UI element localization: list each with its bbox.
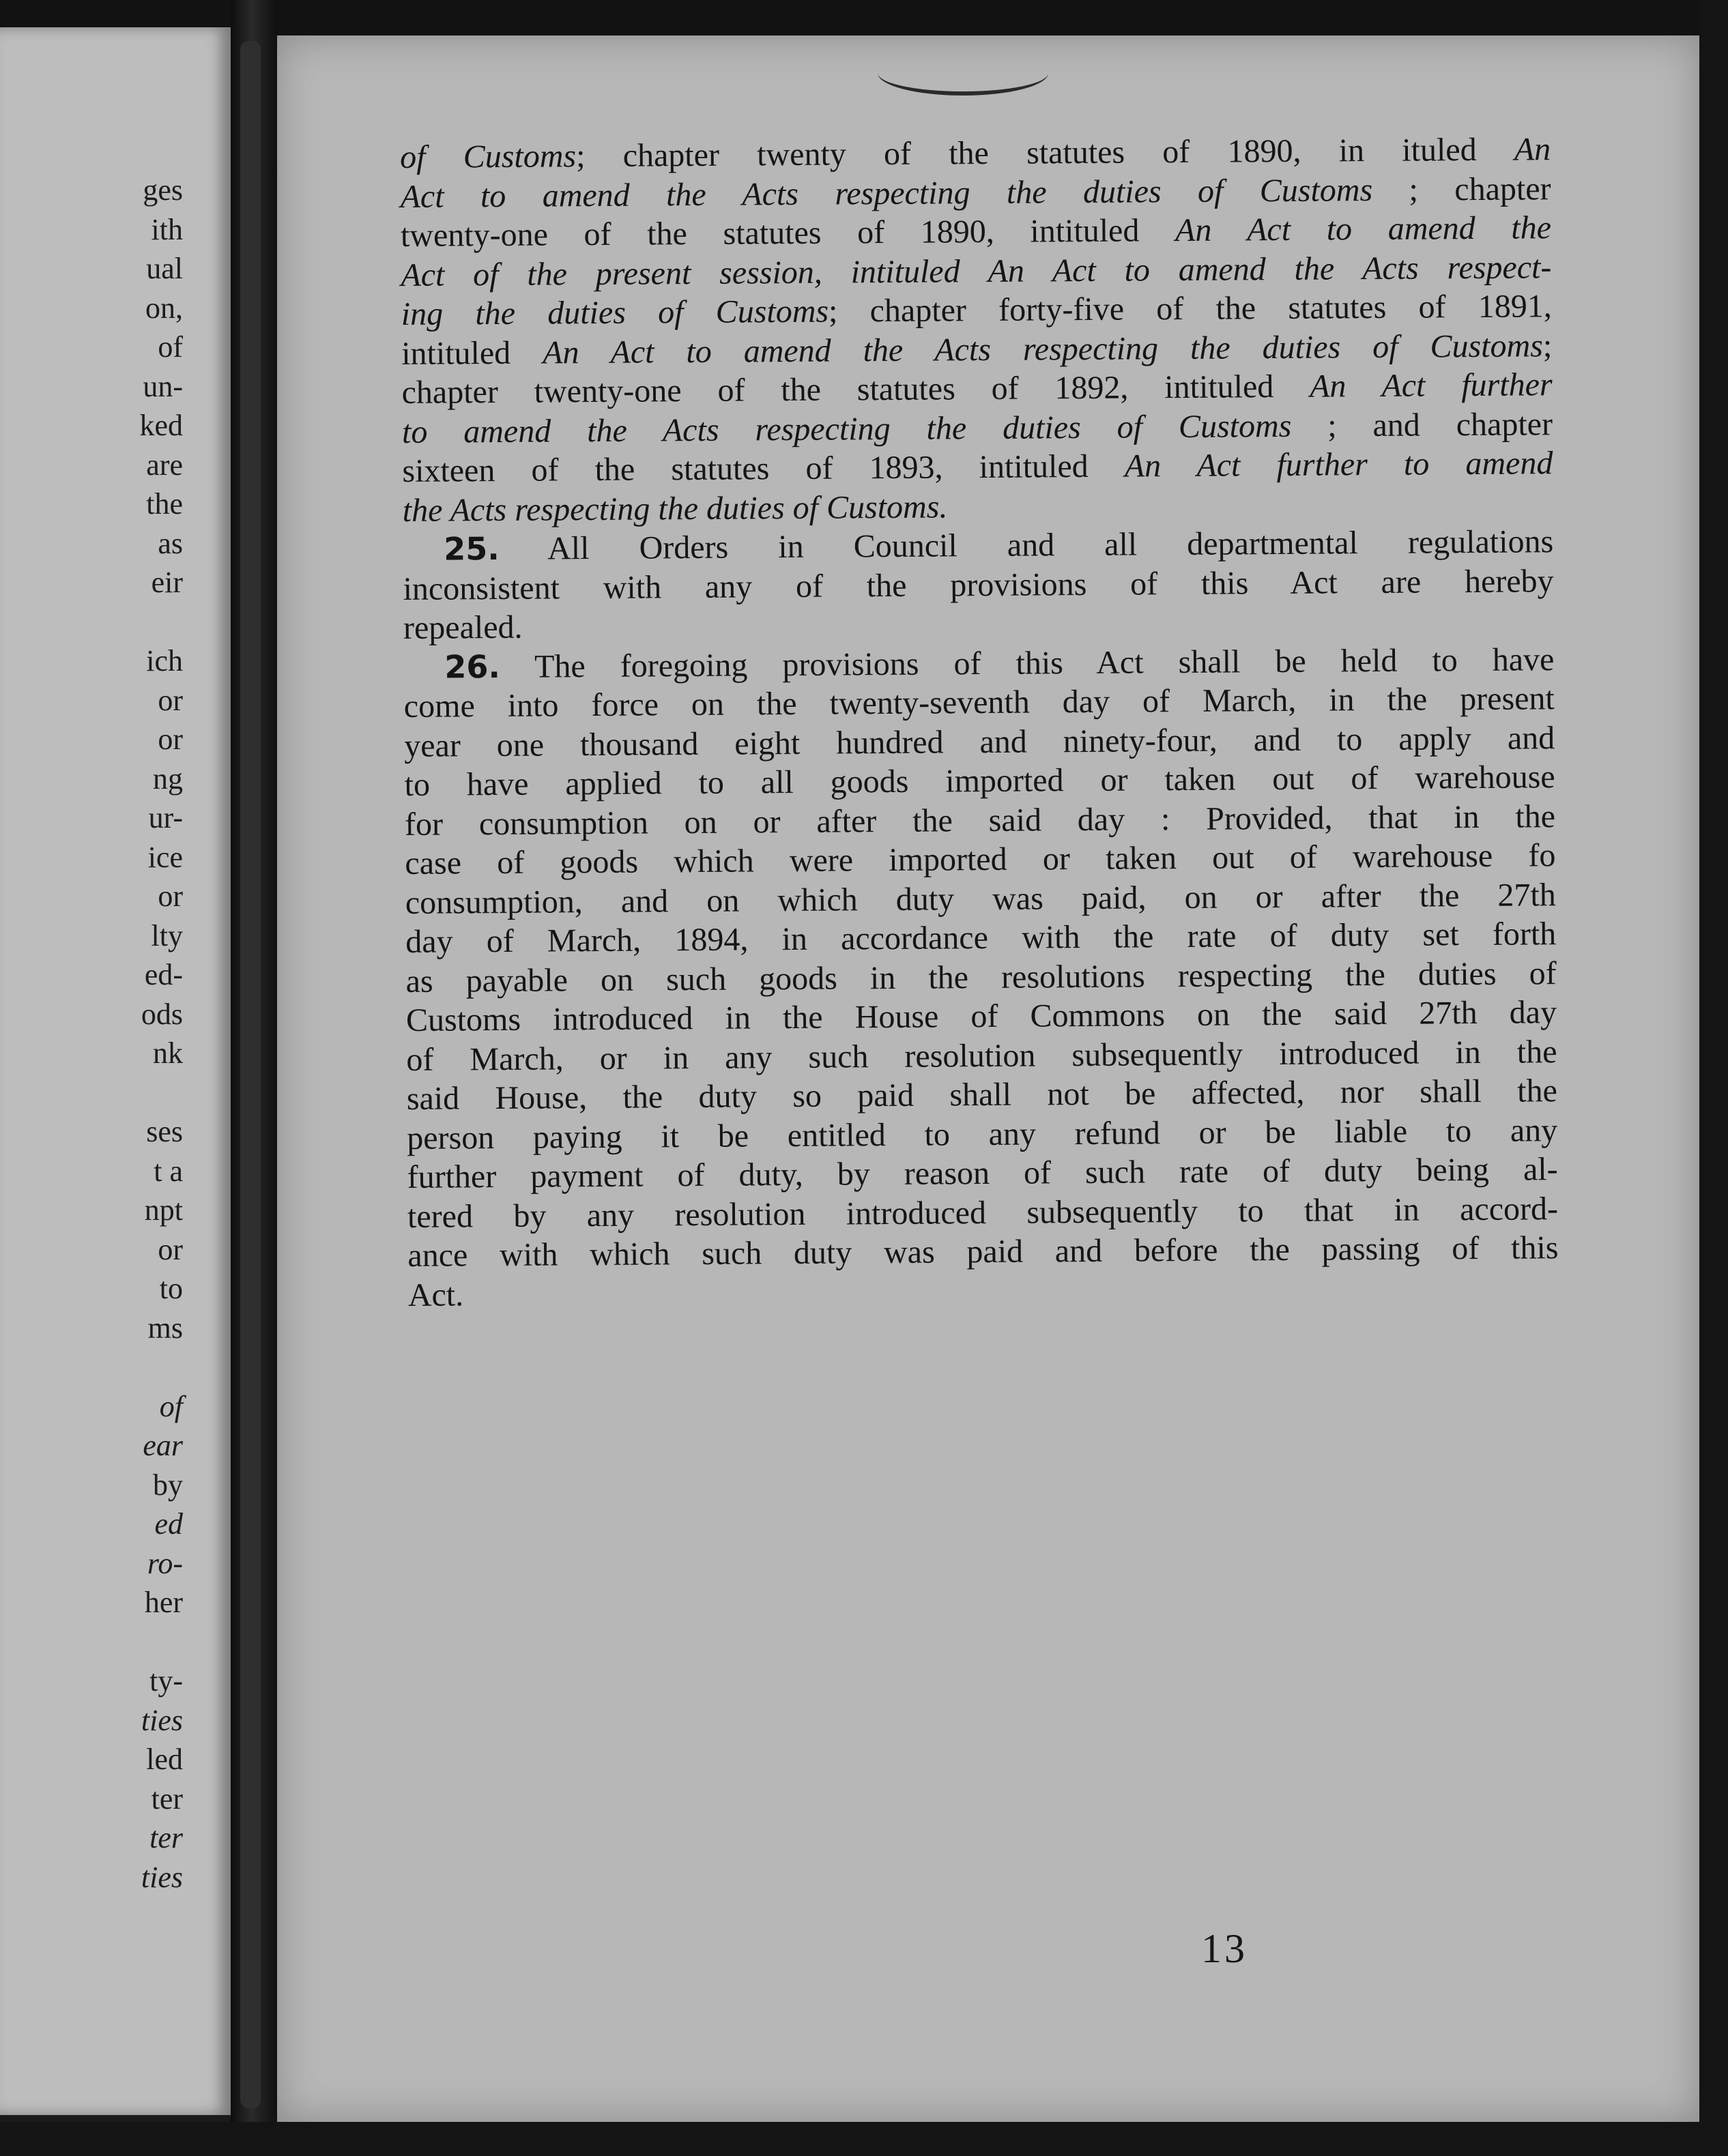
text-segment: ; and chapter — [1291, 405, 1553, 444]
left-page-fragment: or — [158, 879, 183, 913]
text-segment: year one thousand eight hundred and ninety-four, and to apply and — [404, 719, 1555, 764]
left-page-fragment — [87, 1622, 183, 1662]
left-page-fragment: ed- — [144, 958, 183, 991]
italic-text-segment: to amend the Acts respecting the duties of Customs — [401, 407, 1292, 450]
italic-text-segment: An Act to amend the — [1175, 209, 1552, 249]
left-page-fragment: by — [153, 1468, 183, 1502]
left-page-fragment — [87, 602, 183, 642]
text-segment: consumption, and on which duty was paid, on or after the 27th — [405, 876, 1556, 921]
left-page-fragment: ses — [146, 1115, 183, 1148]
left-page-fragment: ods — [141, 997, 183, 1031]
text-segment: ; chapter twenty of the statutes of 1890, in ituled — [575, 131, 1515, 175]
text-segment: come into force on the twenty-seventh day of March, in the present — [403, 680, 1555, 725]
text-segment: Act. — [407, 1276, 464, 1313]
section-number: 25. — [444, 529, 500, 568]
left-page-fragment: eir — [151, 566, 183, 599]
left-page-fragment: lty — [151, 918, 183, 952]
italic-text-segment: An Act further to amend — [1124, 445, 1553, 484]
text-segment: tered by any resolution introduced subsequently to that in accord- — [407, 1190, 1559, 1235]
left-page-fragment: ich — [146, 644, 183, 678]
text-line — [408, 1268, 1559, 1315]
left-page-fragment: ice — [147, 840, 183, 874]
italic-text-segment: An Act further — [1309, 366, 1553, 405]
text-segment: said House, the duty so paid shall not be affected, nor shall the — [406, 1073, 1557, 1117]
left-page-fragment: led — [146, 1743, 183, 1776]
text-line — [403, 562, 1553, 609]
page-number: 13 — [1201, 1926, 1248, 1971]
scan-border-right — [1699, 0, 1728, 2156]
section-number: 26. — [444, 647, 501, 686]
ink-mark — [878, 50, 1048, 96]
text-segment: Customs introduced in the House of Commons on the said 27th day — [405, 994, 1557, 1038]
italic-text-segment: ing the duties of Customs — [401, 293, 829, 332]
document-page — [277, 35, 1699, 2122]
text-line — [407, 1228, 1558, 1275]
left-page-fragment: of — [159, 1389, 183, 1423]
left-page-fragment: ith — [151, 212, 183, 246]
left-page-fragment: ed — [154, 1507, 183, 1541]
text-segment: ; chapter forty-five of the statutes of 1891, — [828, 288, 1552, 330]
left-page-text-fragments — [87, 171, 183, 1897]
text-segment: ; — [1542, 327, 1553, 364]
left-page-fragment: ear — [143, 1429, 183, 1462]
text-segment: case of goods which were imported or taken out of warehouse fo — [405, 837, 1556, 882]
left-page-fragment: or — [158, 683, 183, 717]
left-page-fragment — [87, 1348, 183, 1387]
left-page-fragment — [87, 1073, 183, 1113]
left-page-fragment: are — [146, 448, 183, 482]
italic-text-segment: An — [1514, 131, 1551, 168]
left-page-fragment: un- — [143, 369, 183, 403]
text-segment: All Orders in Council and all departmental regulations — [499, 523, 1554, 567]
text-line — [402, 443, 1553, 491]
text-segment: ; chapter — [1372, 170, 1551, 208]
text-segment: of March, or in any such resolution subsequently introduced in the — [406, 1033, 1557, 1078]
left-page-fragment: on, — [145, 291, 183, 325]
text-segment: ance with which such duty was paid and before the passing of this — [407, 1229, 1559, 1274]
left-page-fragment: ms — [147, 1311, 183, 1345]
left-page-edge — [0, 27, 231, 2115]
text-segment: The foregoing provisions of this Act shall be held to have — [500, 641, 1555, 685]
left-page-fragment: or — [158, 723, 183, 756]
italic-text-segment: Act of the present session, intituled An Act to amend the Acts respect- — [401, 248, 1552, 293]
binding-spine — [240, 41, 261, 2108]
text-segment: person paying it be entitled to any refund or be liable to any — [407, 1111, 1558, 1156]
italic-text-segment: Act to amend the Acts respecting the duties of Customs — [400, 171, 1373, 215]
text-segment: twenty-one of the statutes of 1890, intituled — [400, 212, 1176, 254]
text-segment: repealed. — [403, 609, 523, 646]
text-segment: chapter twenty-one of the statutes of 1892, intituled — [401, 368, 1310, 411]
italic-text-segment: of Customs — [400, 138, 577, 175]
left-page-fragment: ties — [141, 1703, 183, 1737]
text-segment: as payable on such goods in the resolutions respecting the duties of — [405, 955, 1557, 1000]
scan-border-bottom — [0, 2122, 1728, 2156]
left-page-fragment: ro- — [147, 1546, 183, 1580]
left-page-fragment: npt — [144, 1193, 183, 1227]
text-segment: inconsistent with any of the provisions of this Act are hereby — [403, 562, 1554, 607]
left-page-fragment: ties — [141, 1860, 183, 1894]
left-page-fragment: the — [146, 487, 183, 521]
body-text — [400, 130, 1559, 1315]
text-segment: further payment of duty, by reason of such rate of duty being al- — [407, 1151, 1558, 1195]
left-page-fragment: ual — [146, 252, 183, 285]
text-segment: intituled — [401, 334, 543, 372]
left-page-fragment: ur- — [148, 801, 183, 834]
left-page-fragment: to — [159, 1272, 183, 1305]
text-segment: for consumption on or after the said day : Provided, that in the — [404, 798, 1556, 843]
italic-text-segment: An Act to amend the Acts respecting the duties of Customs — [542, 327, 1544, 371]
text-segment: day of March, 1894, in accordance with the rate of duty set forth — [405, 916, 1557, 960]
text-segment: to have applied to all goods imported or taken out of warehouse — [404, 759, 1555, 803]
left-page-fragment: ty- — [149, 1664, 183, 1698]
left-page-fragment: ng — [153, 761, 183, 796]
left-page-fragment: of — [158, 330, 183, 364]
left-page-fragment: nk — [153, 1036, 183, 1070]
left-page-fragment: ked — [139, 409, 183, 442]
left-page-fragment: ter — [151, 1781, 183, 1816]
left-page-fragment: ges — [143, 173, 183, 207]
left-page-fragment: t a — [154, 1154, 183, 1188]
left-page-fragment: her — [144, 1586, 183, 1619]
left-page-fragment: or — [158, 1232, 183, 1266]
text-segment: sixteen of the statutes of 1893, intituled — [402, 448, 1125, 489]
left-page-fragment: ter — [149, 1821, 183, 1854]
italic-text-segment: the Acts respecting the duties of Customs. — [402, 488, 948, 529]
left-page-fragment: as — [158, 526, 183, 560]
